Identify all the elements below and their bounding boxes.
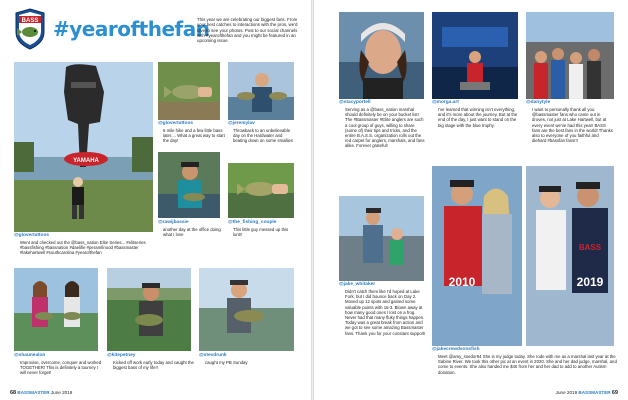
left-page: [0, 0, 311, 400]
post-handle[interactable]: @rawijbassie: [158, 220, 189, 225]
photo-biggest-bass: [107, 268, 191, 351]
bass-logo: [14, 8, 46, 50]
right-page: [314, 0, 628, 400]
left-page-footer: [10, 390, 72, 396]
yamaha-sign-text: YAMAHA: [73, 158, 99, 164]
photo-pb-sunday: [199, 268, 294, 351]
page-number: 68: [10, 390, 17, 396]
post-handle[interactable]: @morga.art: [432, 100, 459, 105]
post-caption: Throwback to an unbelievable day on the Hardwater and beating down on some smallies: [233, 128, 293, 144]
post-caption: Improvise, overcome, conquer and worked TOGETHER! This is definitely a tourney I will never forget!: [20, 360, 102, 376]
jersey-brand-text: BASS: [578, 243, 602, 252]
magazine-name: BASSMASTER: [17, 390, 50, 395]
post-caption: 6 mile hike and a few little bass later.... What a great way to start the day!: [163, 128, 225, 144]
issue-date: June 2019: [555, 390, 578, 395]
post-caption: I've learned that winning isn't everything, and it's more about the journey. But at the end of the day, I just want to stand on the big stage with the blue trophy.: [438, 107, 518, 128]
post-handle[interactable]: @stevdrunk: [199, 353, 227, 358]
photo-office-angler: [158, 152, 220, 218]
post-caption: Serving as a @bass_nation marshal should definitely be on your bucket list! The #Bassmaster #Elite anglers are such a cool group of guys, willing to share (some of) their tips and tricks, and the entire B.A.S.S. organization rolls out the red carpet for anglers, marshals, and fans alike. Forever grateful!: [345, 107, 425, 149]
post-handle[interactable]: @jake_whitaker: [339, 282, 376, 287]
post-caption: Went and checked out the @bass_nation Elite Series... #elitseries #bassfishing #bassnation #daelifie #peramfinood #bassmaster #lakehartwell #southcarolina #yearofthefan: [20, 240, 146, 256]
post-caption: I want to personally thank all you @bassmaster fans who came out in droves, not just at Lake Hartwell, but at every event we've had this year! BASS fans are the best fans in the world! Thanks also to everyone of you faithful and diehard #bassfan fans!!!: [532, 107, 613, 144]
photo-hike-bass: [158, 62, 220, 120]
post-caption: Didn't catch them like I'd hoped at Lake Fork, but I did bounce back on Day 2. Moved up 12 spots and gained some valuable points with 16-3. Blown away at how many good ones I lost on a frog. Never had that many fluky things happen. Today was a great break from action and we got to see some amazing Bassmaster fans. Thank you for your constant support!: [345, 289, 426, 336]
photo-pro-with-boy: [339, 196, 424, 281]
post-handle[interactable]: @stacyportell: [339, 100, 371, 105]
photo-outboard-motor: [14, 62, 153, 232]
bass-logo-text: BASS: [21, 18, 39, 24]
post-handle[interactable]: @shaunealon: [14, 353, 46, 358]
post-handle[interactable]: @danytyle: [526, 100, 551, 105]
post-caption: Meet @amy_snedor94 She is my judge today. She rode with me as a marshal last year at the Sabine River. We took this other pic at an event in 2020. She and her dad judge, marshal, and come to events. She also handed me $40 from her and her dad to add to another Autism donation.: [438, 354, 617, 375]
post-handle[interactable]: @glovertattoos: [158, 121, 194, 126]
post-handle[interactable]: @jakecrewdsonsfish: [432, 347, 480, 352]
post-caption: This little guy messed up this lunt!!: [233, 227, 289, 238]
year-2019-text: 2019: [576, 275, 604, 289]
photo-little-bass: [228, 163, 294, 218]
page-number: 69: [611, 390, 618, 396]
post-handle[interactable]: @glovertattoos: [14, 233, 50, 238]
photo-judge-2010-2019: [432, 166, 614, 346]
photo-fans-crowd: [526, 12, 614, 99]
post-handle[interactable]: @kitepetney: [107, 353, 136, 358]
post-caption: Kicked off work early today and caught the biggest bass of my life!!: [113, 360, 194, 371]
intro-text: This year we are celebrating our biggest fans. From your best catches to interactions with the pros, we'd love to see your photos. Post to our social channels with #yearofthefan and you might be featured in an upcoming issue.: [197, 17, 298, 44]
post-caption: another day at the office doing what I love: [163, 227, 221, 238]
magazine-name: BASSMASTER: [578, 390, 611, 395]
post-handle[interactable]: @jeremylav: [228, 121, 255, 126]
photo-marshal-woman: [339, 12, 424, 99]
hashtag-title: #yearofthefan: [53, 17, 210, 41]
post-handle[interactable]: @the_fishing_couple: [228, 220, 277, 225]
photo-smallmouth: [228, 62, 294, 120]
year-2010-text: 2010: [448, 275, 476, 289]
right-page-footer: [556, 390, 618, 396]
post-caption: caught my PB Sunday: [205, 360, 248, 365]
photo-big-stage: [432, 12, 518, 99]
photo-tournament-duo: [14, 268, 98, 351]
issue-date: June 2019: [50, 390, 73, 395]
